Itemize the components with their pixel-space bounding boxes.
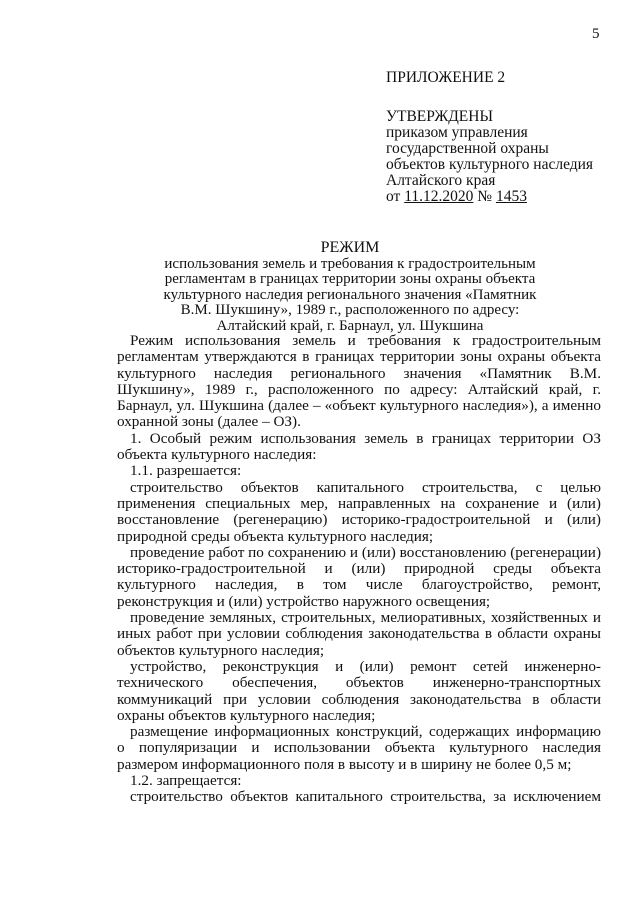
order-date-line [386, 189, 626, 205]
order-line: государственной охраны [386, 140, 549, 157]
paragraph-engineering-networks: устройство, реконструкция и (или) ремонт сетей инженерно-технического обеспечения, объектов инженерно-транспортных коммуникаций при условии соблюдения законодательства в области охраны объектов культурного наследия; [117, 657, 601, 724]
regime-title: РЕЖИМ [320, 239, 380, 256]
regime-heading-block [120, 240, 580, 334]
paragraph-1-1-allowed: 1.1. разрешается: [130, 462, 242, 480]
paragraph-construction: строительство объектов капитального строительства, с целью применения специальных мер, направленных на сохранение и (или) восстановление (регенерацию) историко-градостроительной и (или) природной среды объекта культурного наследия; [117, 478, 601, 545]
paragraph-preservation-works: проведение работ по сохранению и (или) восстановлению (регенерации) историко-градостроительной и (или) природной среды объекта культурного наследия, в том числе благоустройство, ремонт, реконструкция и (или) устройство наружного освещения; [117, 543, 601, 610]
document-body [117, 333, 601, 806]
paragraph-construction-prohibited: строительство объектов капитального строительства, за исключением [130, 788, 601, 806]
date-prefix: от [386, 188, 401, 205]
appendix-block [386, 70, 626, 205]
regime-line: В.М. Шукшину», 1989 г., расположенного по адресу: [180, 302, 520, 318]
regime-line: культурного наследия регионального значения «Памятник [163, 286, 537, 303]
appendix-label: ПРИЛОЖЕНИЕ 2 [386, 69, 506, 86]
order-date: 11.12.2020 [404, 188, 474, 205]
paragraph-1-2-prohibited: 1.2. запрещается: [130, 772, 242, 790]
paragraph-section-1: 1. Особый режим использования земель в границах территории ОЗ объекта культурного наследия: [117, 429, 601, 464]
regime-line: использования земель и требования к градостроительным [164, 255, 536, 272]
order-line: приказом управления [386, 124, 528, 141]
order-number: 1453 [495, 188, 527, 205]
page-number: 5 [592, 26, 600, 42]
number-prefix: № [477, 188, 493, 205]
order-lines [386, 125, 626, 205]
order-line: объектов культурного наследия [386, 156, 594, 173]
paragraph-intro: Режим использования земель и требования к градостроительным регламентам утверждаются в границах территории зоны охраны объекта культурного наследия регионального значения «Памятник В.М. Шукшину», 1989 г., расположенного по адресу: Алтайский край, г. Барнаул, ул. Шукшина (далее – «объект культурного наследия»), а именно охранной зоны (далее – ОЗ). [117, 332, 601, 431]
paragraph-earthworks: проведение земляных, строительных, мелиоративных, хозяйственных и иных работ при условии соблюдения законодательства в области охраны объектов культурного наследия; [117, 609, 601, 659]
order-line: Алтайского края [386, 172, 496, 189]
regime-line: Алтайский край, г. Барнаул, ул. Шукшина [216, 317, 484, 334]
approved-heading: УТВЕРЖДЕНЫ [386, 108, 493, 125]
paragraph-information-structures: размещение информационных конструкций, содержащих информацию о популяризации и использовании объекта культурного наследия размером информационного поля в высоту и в ширину не более 0,5 м; [117, 723, 601, 773]
regime-line: регламентам в границах территории зоны охраны объекта [164, 271, 536, 287]
